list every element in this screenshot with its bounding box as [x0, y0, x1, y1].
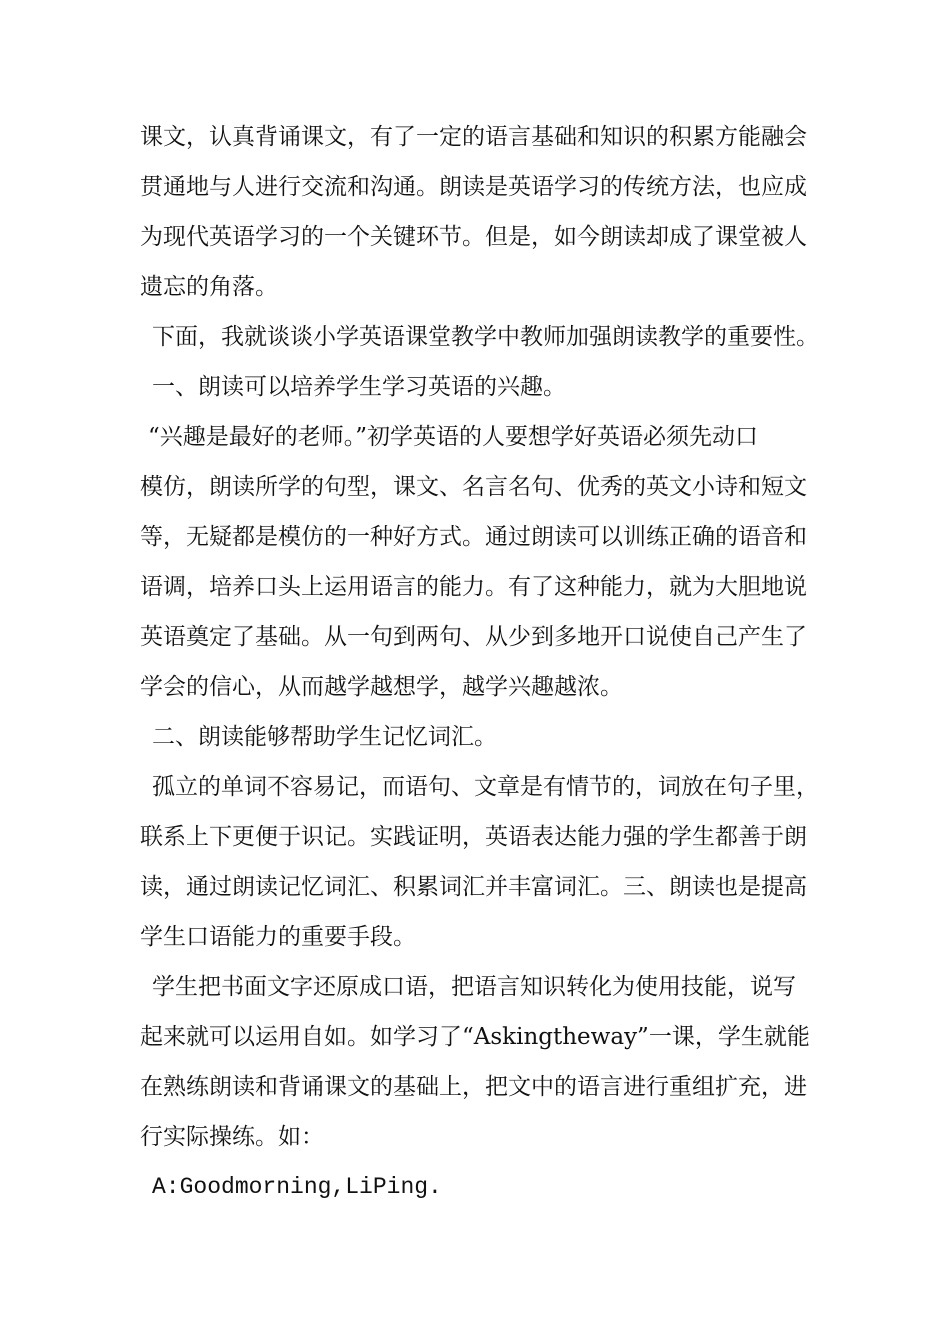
section-heading: 二、朗读能够帮助学生记忆词汇。 — [152, 724, 497, 750]
paragraph-line: 学会的信心，从而越学越想学，越学兴趣越浓。 — [140, 674, 623, 700]
paragraph-line: 模仿，朗读所学的句型，课文、名言名句、优秀的英文小诗和短文 — [140, 474, 807, 500]
paragraph-line: 下面，我就谈谈小学英语课堂教学中教师加强朗读教学的重要性。 — [152, 324, 819, 350]
paragraph-line: 联系上下更便于识记。实践证明，英语表达能力强的学生都善于朗 — [140, 824, 807, 850]
paragraph-line: 学生口语能力的重要手段。 — [140, 924, 416, 950]
paragraph-line: 学生把书面文字还原成口语，把语言知识转化为使用技能，说写 — [152, 974, 796, 1000]
paragraph-line: 在熟练朗读和背诵课文的基础上，把文中的语言进行重组扩充，进 — [140, 1074, 807, 1100]
paragraph-line: 英语奠定了基础。从一句到两句、从少到多地开口说使自己产生了 — [140, 624, 807, 650]
paragraph-line: “兴趣是最好的老师。”初学英语的人要想学好英语必须先动口 — [148, 424, 759, 450]
section-heading: 一、朗读可以培养学生学习英语的兴趣。 — [152, 374, 566, 400]
paragraph-line: 遗忘的角落。 — [140, 274, 278, 300]
paragraph-line: 读，通过朗读记忆词汇、积累词汇并丰富词汇。三、朗读也是提高 — [140, 874, 807, 900]
paragraph-line: 语调，培养口头上运用语言的能力。有了这种能力，就为大胆地说 — [140, 574, 807, 600]
paragraph-line: 起来就可以运用自如。如学习了“Askingtheway”一课，学生就能 — [140, 1024, 810, 1050]
paragraph-line: 等，无疑都是模仿的一种好方式。通过朗读可以训练正确的语音和 — [140, 524, 807, 550]
paragraph-line: 课文，认真背诵课文，有了一定的语言基础和知识的积累方能融会 — [140, 124, 807, 150]
paragraph-line: 贯通地与人进行交流和沟通。朗读是英语学习的传统方法，也应成 — [140, 174, 807, 200]
paragraph-line: 行实际操练。如： — [140, 1124, 324, 1150]
paragraph-line: 为现代英语学习的一个关键环节。但是，如今朗读却成了课堂被人 — [140, 224, 807, 250]
dialogue-line: A:Goodmorning,LiPing. — [152, 1174, 442, 1200]
paragraph-line: 孤立的单词不容易记，而语句、文章是有情节的，词放在句子里， — [152, 774, 819, 800]
